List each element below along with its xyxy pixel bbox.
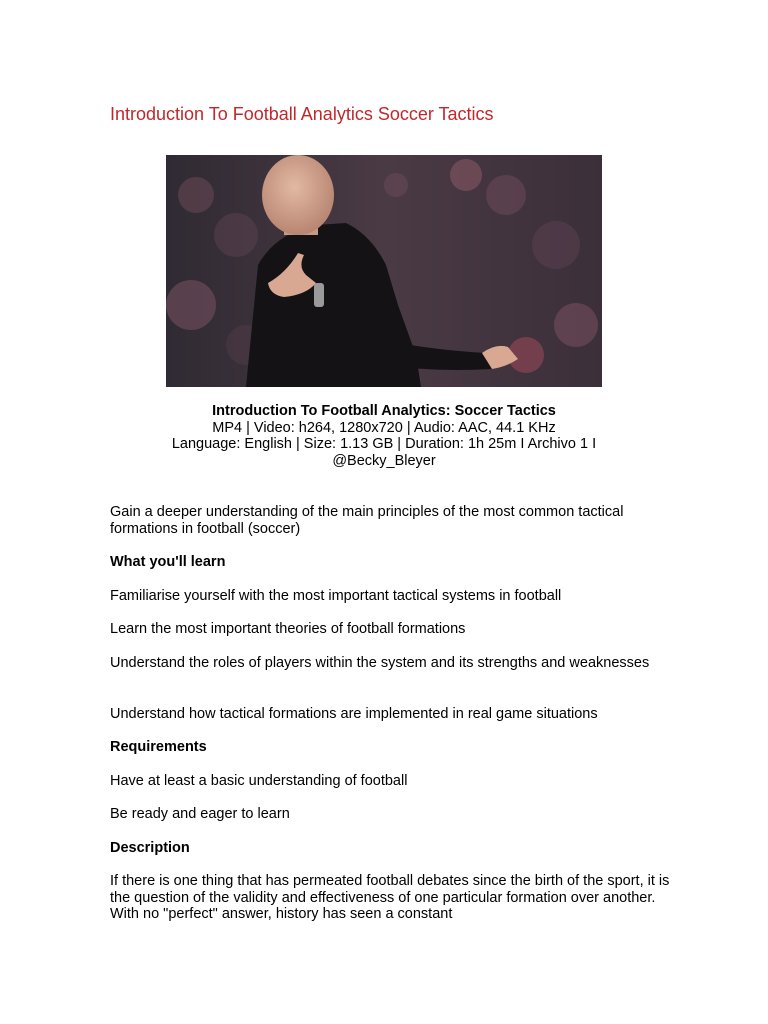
requirements-heading: Requirements [110,739,207,755]
page-title: Introduction To Football Analytics Soccer Tactics [110,104,494,124]
metadata-line: MP4 | Video: h264, 1280x720 | Audio: AAC, 44.1 KHz [212,419,556,436]
hero-image [166,155,602,387]
learn-heading: What you'll learn [110,554,226,570]
metadata-title: Introduction To Football Analytics: Soccer Tactics [212,403,556,419]
learn-item: Learn the most important theories of football formations [110,621,466,637]
requirement-item: Have at least a basic understanding of football [110,773,408,789]
description-paragraph: If there is one thing that has permeated football debates since the birth of the sport, it is the question of the validity and effectiveness of one particular formation over another. With no "perfect" answer, history has seen a constant [110,873,670,922]
requirement-item: Be ready and eager to learn [110,806,290,822]
metadata-line: Language: English | Size: 1.13 GB | Duration: 1h 25m I Archivo 1 I [171,436,597,452]
learn-item: Familiarise yourself with the most important tactical systems in football [110,588,562,604]
video-metadata [110,403,658,469]
learn-item: Understand how tactical formations are implemented in real game situations [110,706,598,722]
learn-item: Understand the roles of players within the system and its strengths and weaknesses [110,655,650,671]
intro-paragraph: Gain a deeper understanding of the main principles of the most common tactical formations in football (soccer) [110,504,624,537]
coach-photo [166,155,602,387]
metadata-line: @Becky_Bleyer [332,452,436,469]
description-heading: Description [110,840,190,856]
